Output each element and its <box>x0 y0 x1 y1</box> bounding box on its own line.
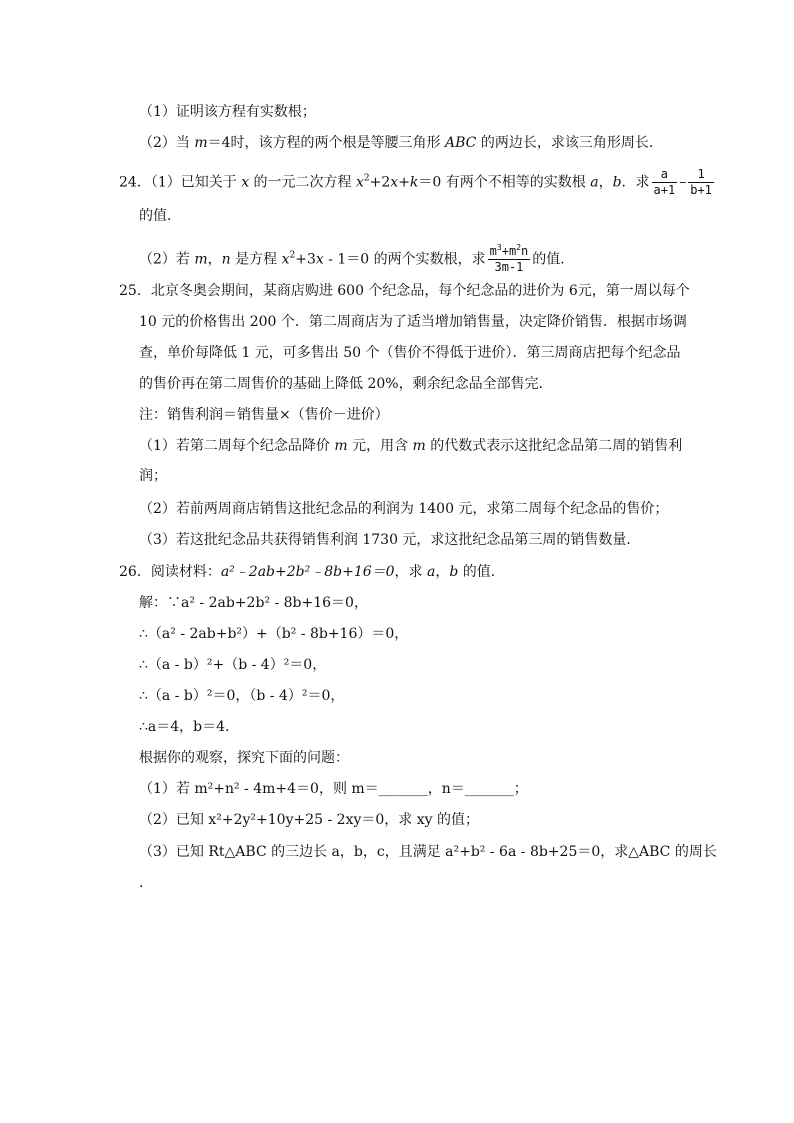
text-run: +2 <box>369 174 391 191</box>
fraction-a-over-a-plus-1 <box>652 167 678 198</box>
fraction-numerator: a <box>652 167 678 183</box>
q25-part2 <box>139 500 668 518</box>
text-run: ． <box>139 875 153 891</box>
text-run: （3）已知 Rt△ABC 的三边长 a，b，c，且满足 a²+b² - 6a - 8b+25＝0，求△ABC 的周长 <box>139 844 717 860</box>
text-run: 元，用含 <box>347 438 413 454</box>
exponent: 2 <box>363 173 370 184</box>
var-b: b <box>612 174 622 191</box>
text-run: （1）若第二周每个纪念品降价 <box>139 438 335 454</box>
exponent: 2 <box>516 243 522 252</box>
text-run: ， <box>598 174 613 191</box>
text-run: +m <box>501 244 517 258</box>
q25-line2 <box>139 313 687 331</box>
var-a: a <box>590 174 599 191</box>
q23-part2 <box>139 134 663 152</box>
text-run: 的值． <box>458 564 505 580</box>
q26-part2 <box>139 811 479 829</box>
fraction-m3-plus-m2n-over-3m-minus-1 <box>488 244 531 275</box>
text-run: ＝4时，该方程的两个根是等腰三角形 <box>207 135 445 151</box>
text-run: 10 元的价格售出 200 个．第二周商店为了适当增加销售量，决定降价销售．根据市场调 <box>139 314 687 330</box>
text-run: ∴（a - b）²+（b - 4）²＝0， <box>139 657 327 673</box>
text-run: m <box>489 244 497 258</box>
text-run: ＝0 有两个不相等的实数根 <box>418 174 591 191</box>
q26-solution-step2 <box>139 625 408 643</box>
text-run: n <box>521 244 529 258</box>
text-run: （2）当 <box>139 135 195 151</box>
exponent: 2 <box>289 250 296 261</box>
text-run: ∴（a² - 2ab+b²）+（b² - 8b+16）＝0， <box>139 626 409 642</box>
q26-solution-step5 <box>139 718 239 736</box>
q25-note <box>139 406 389 424</box>
q25-line4 <box>139 375 553 393</box>
text-run: 的一元二次方程 <box>249 174 356 191</box>
text-run: 的值． <box>532 251 575 268</box>
var-x: x <box>281 251 290 268</box>
q26-prompt <box>139 749 349 767</box>
var-x: x <box>390 174 399 191</box>
q26-line1 <box>119 563 505 581</box>
text-run: 25．北京冬奥会期间，某商店购进 600 个纪念品，每个纪念品的进价为 6元，第一周以每个 <box>119 283 690 299</box>
text-run: 是方程 <box>230 251 282 268</box>
var-m: m <box>194 251 208 268</box>
text-run: 解：∵a² - 2ab+2b² - 8b+16＝0， <box>139 595 368 611</box>
text-run: ．求 <box>621 174 650 191</box>
text-run: - 1＝0 的两个实数根，求 <box>323 251 486 268</box>
fraction-denominator: b+1 <box>690 183 712 197</box>
text-run: 注：销售利润＝销售量×（售价－进价） <box>139 407 389 423</box>
text-run: 26．阅读材料： <box>119 564 221 580</box>
text-run: 的售价再在第二周售价的基础上降低 20%，剩余纪念品全部售完． <box>139 376 553 392</box>
q25-part1 <box>139 437 682 455</box>
fraction-1-over-b-plus-1 <box>688 167 714 198</box>
q24-number: 24． <box>119 174 151 191</box>
text-run: （2）已知 x²+2y²+10y+25 - 2xy＝0，求 xy 的值； <box>139 812 479 828</box>
var-abc: ABC <box>445 135 477 151</box>
text-run: 的值． <box>139 208 181 224</box>
fraction-numerator: 1 <box>688 167 714 183</box>
text-run: ∴（a - b）²＝0，（b - 4）²＝0， <box>139 688 345 704</box>
text-run: ， <box>435 564 450 580</box>
fraction-numerator <box>488 244 531 260</box>
var-n: n <box>221 251 231 268</box>
q24-part1-end <box>139 207 181 225</box>
text-run: +3 <box>295 251 316 268</box>
q26-part3 <box>139 843 717 861</box>
q24-part2 <box>139 244 574 275</box>
fraction-denominator: a+1 <box>653 183 676 197</box>
text-run: （1）已知关于 <box>150 174 242 191</box>
var-b: b <box>449 564 459 580</box>
text-run: ， <box>207 251 222 268</box>
text-run: 的代数式表示这批纪念品第二周的销售利 <box>425 438 683 454</box>
q26-part1 <box>139 780 528 798</box>
text-run: + <box>398 174 410 191</box>
q25-part1-cont <box>139 467 167 485</box>
text-run: （2）若 <box>139 251 195 268</box>
q26-solution-step1 <box>139 594 368 612</box>
text-run: 的两边长，求该三角形周长． <box>476 135 663 151</box>
q26-solution-step3 <box>139 656 326 674</box>
text-run: （2）若前两周商店销售这批纪念品的利润为 1400 元，求第二周每个纪念品的售价； <box>139 501 669 517</box>
q25-line3 <box>139 344 681 362</box>
text-run: ∴a＝4，b＝4． <box>139 719 240 735</box>
fraction-denominator: 3m-1 <box>494 260 524 274</box>
var-m: m <box>334 438 348 454</box>
var-x: x <box>241 174 250 191</box>
exponent: 3 <box>496 243 502 252</box>
var-a: a <box>427 564 436 580</box>
var-m: m <box>194 135 208 151</box>
q24-part1 <box>119 167 716 198</box>
text-run: ，求 <box>394 564 427 580</box>
equation: a²﹣2ab+2b²﹣8b+16＝0 <box>220 564 395 580</box>
q26-solution-step4 <box>139 687 344 705</box>
q26-part3-end <box>139 874 153 892</box>
text-run: （1）若 m²+n² - 4m+4＝0，则 m＝_______，n＝_______； <box>139 781 528 797</box>
var-k: k <box>409 174 419 191</box>
minus-sign: – <box>679 174 687 191</box>
q23-part1-text: （1）证明该方程有实数根； <box>139 104 316 120</box>
text-run: （3）若这批纪念品共获得销售利润 1730 元，求这批纪念品第三周的销售数量． <box>139 532 641 548</box>
text-run: 根据你的观察，探究下面的问题： <box>139 750 349 766</box>
q25-part3 <box>139 531 640 549</box>
var-x: x <box>315 251 324 268</box>
q23-part1 <box>139 103 316 121</box>
text-run: 润； <box>139 468 167 484</box>
var-x: x <box>356 174 364 191</box>
q25-line1 <box>119 282 690 300</box>
var-m: m <box>412 438 426 454</box>
text-run: 查，单价每降低 1 元，可多售出 50 个（售价不得低于进价）．第三周商店把每个纪念品 <box>139 345 681 361</box>
